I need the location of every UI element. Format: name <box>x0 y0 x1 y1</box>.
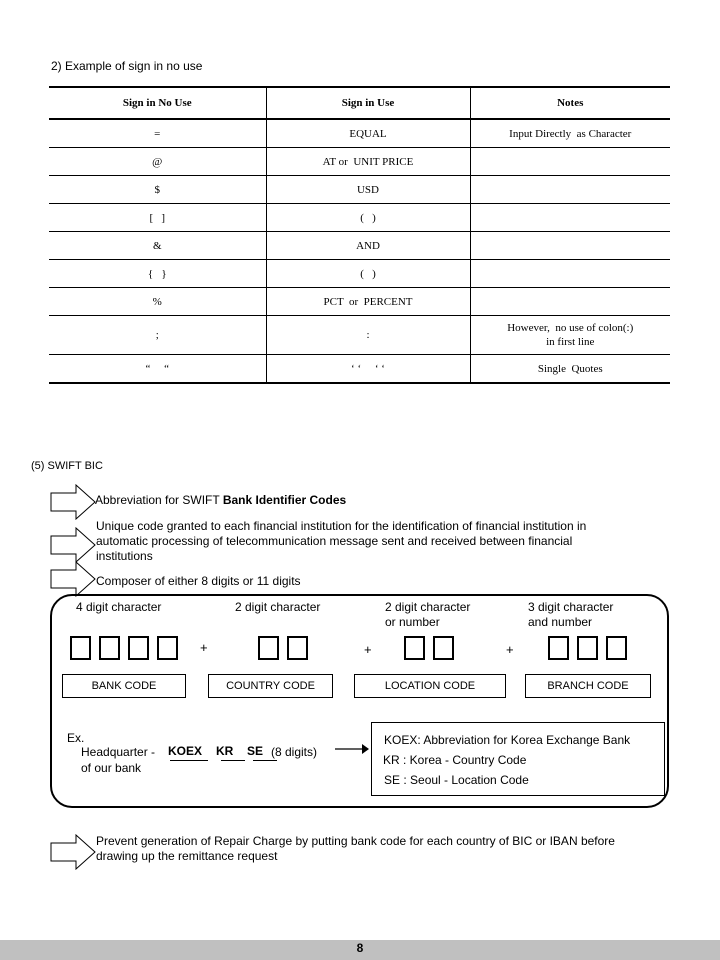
swift-bic-heading: (5) SWIFT BIC <box>31 460 103 472</box>
koex-code: KOEX <box>168 744 203 758</box>
code-digit-box <box>548 636 569 660</box>
sign-in-use-cell: ( ) <box>266 260 470 288</box>
sign-in-use-cell: USD <box>266 176 470 204</box>
kr-underline <box>221 760 245 761</box>
arrow-icon <box>50 527 96 563</box>
code-digit-box <box>404 636 425 660</box>
sign-no-use-cell: ; <box>49 316 266 355</box>
code-digit-box <box>157 636 178 660</box>
notes-cell <box>470 288 670 316</box>
bank-code-label: BANK CODE <box>62 674 186 698</box>
table-row <box>49 119 670 148</box>
column-header: Sign in Use <box>266 87 470 119</box>
notes-line: However, no use of colon(:) <box>507 322 634 334</box>
sign-no-use-cell: [ ] <box>49 204 266 232</box>
arrow-icon <box>50 561 96 597</box>
sign-in-use-cell: EQUAL <box>266 119 470 148</box>
digits-note: (8 digits) <box>271 745 318 759</box>
page-number: 8 <box>356 941 364 955</box>
section-title: 2) Example of sign in no use <box>51 59 203 73</box>
notes-cell <box>470 119 670 148</box>
sign-no-use-cell: = <box>49 119 266 148</box>
column-header: Notes <box>470 87 670 119</box>
column-header: Sign in No Use <box>49 87 266 119</box>
notes-cell <box>470 232 670 260</box>
arrow-icon <box>50 834 96 870</box>
plus-sign: + <box>364 642 372 657</box>
notes-line: Single Quotes <box>537 362 603 375</box>
bullet-composer: Composer of either 8 digits or 11 digits <box>96 574 301 588</box>
sign-in-use-cell: : <box>266 316 470 355</box>
table-row <box>49 204 670 232</box>
example-label: Ex. <box>67 731 85 745</box>
headquarter-text: Headquarter - <box>81 745 156 759</box>
code-digit-box <box>258 636 279 660</box>
notes-cell <box>470 316 670 355</box>
sign-no-use-cell: $ <box>49 176 266 204</box>
code-digit-box <box>433 636 454 660</box>
plus-sign: + <box>200 640 208 655</box>
sign-no-use-cell: “ “ <box>49 355 266 384</box>
table-row <box>49 232 670 260</box>
bank-digit-label: 4 digit character <box>76 600 162 614</box>
sign-in-use-cell: ( ) <box>266 204 470 232</box>
code-digit-box <box>577 636 598 660</box>
legend-kr: KR : Korea - Country Code <box>383 753 527 767</box>
legend-koex: KOEX: Abbreviation for Korea Exchange Bank <box>384 733 631 747</box>
table-row <box>49 316 670 355</box>
location-digit-label: 2 digit character or number <box>385 600 471 629</box>
kr-code: KR <box>216 744 234 758</box>
sign-no-use-cell: @ <box>49 148 266 176</box>
sign-no-use-cell: { } <box>49 260 266 288</box>
arrow-icon <box>50 484 96 520</box>
table-row <box>49 260 670 288</box>
sign-in-use-cell: AT or UNIT PRICE <box>266 148 470 176</box>
notes-line: Input Directly as Character <box>509 127 632 140</box>
plus-sign: + <box>506 642 514 657</box>
branch-code-label: BRANCH CODE <box>525 674 651 698</box>
sign-no-use-cell: % <box>49 288 266 316</box>
country-digit-label: 2 digit character <box>235 600 321 614</box>
notes-cell <box>470 148 670 176</box>
code-digit-box <box>99 636 120 660</box>
sign-in-use-cell: AND <box>266 232 470 260</box>
table-row <box>49 288 670 316</box>
notes-cell <box>470 176 670 204</box>
code-digit-box <box>606 636 627 660</box>
bullet-unique-code: Unique code granted to each financial institution for the identification of financial institution in automatic processing of telecommunication message sent and received between financial institutions <box>96 519 587 563</box>
sign-no-use-cell: & <box>49 232 266 260</box>
legend-se: SE : Seoul - Location Code <box>384 773 529 787</box>
code-digit-box <box>128 636 149 660</box>
table-row <box>49 176 670 204</box>
notes-cell <box>470 204 670 232</box>
branch-digit-label: 3 digit character and number <box>528 600 614 629</box>
code-digit-box <box>287 636 308 660</box>
bullet-abbreviation: Abbreviation for SWIFT Bank Identifier Codes <box>95 493 347 507</box>
table-row <box>49 148 670 176</box>
notes-cell <box>470 355 670 384</box>
code-digit-box <box>70 636 91 660</box>
notes-cell <box>470 260 670 288</box>
se-underline <box>253 760 277 761</box>
sign-in-use-cell: PCT or PERCENT <box>266 288 470 316</box>
koex-underline <box>170 760 208 761</box>
sign-in-use-cell: ‘ ‘ ‘ ‘ <box>266 355 470 384</box>
notes-line: in first line <box>546 336 595 348</box>
se-code: SE <box>247 744 264 758</box>
bullet-repair-charge: Prevent generation of Repair Charge by putting bank code for each country of BIC or IBAN before drawing up the remittance request <box>96 834 615 863</box>
table-row <box>49 355 670 384</box>
location-code-label: LOCATION CODE <box>354 674 506 698</box>
sign-table <box>49 86 670 384</box>
country-code-label: COUNTRY CODE <box>208 674 333 698</box>
arrow-icon <box>334 742 370 761</box>
table-header-row <box>49 87 670 119</box>
headquarter-text-line2: of our bank <box>81 761 142 775</box>
